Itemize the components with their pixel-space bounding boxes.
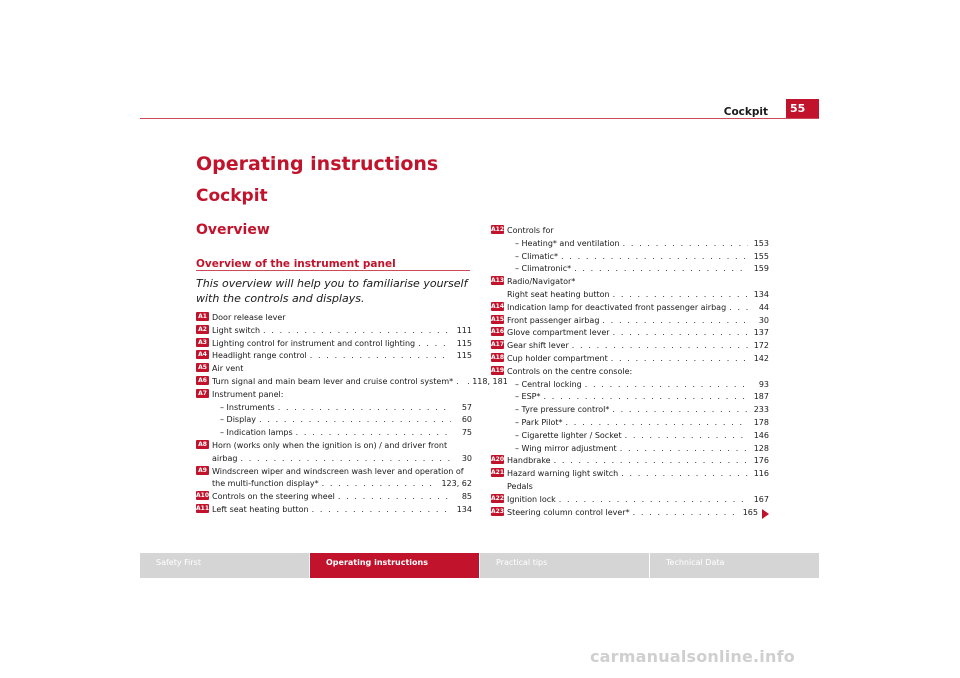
index-label: Ignition lock [507, 494, 556, 504]
dot-leader [322, 478, 439, 491]
page-reference[interactable]: 128 [753, 443, 769, 453]
index-entry [196, 376, 508, 389]
page-reference[interactable]: 85 [461, 492, 472, 502]
callout-badge: A11 [196, 504, 209, 512]
page-reference[interactable]: 178 [753, 417, 769, 427]
index-label: – ESP* [515, 392, 541, 402]
dot-leader [296, 427, 451, 440]
index-row [212, 414, 472, 427]
dot-leader [418, 338, 451, 351]
callout-badge: A21 [491, 469, 504, 477]
index-row [507, 430, 769, 443]
callout-badge: A6 [196, 376, 209, 385]
dot-leader [263, 325, 451, 338]
index-entry [491, 366, 769, 456]
index-row [507, 404, 769, 417]
index-row [507, 353, 769, 366]
dot-leader [625, 430, 748, 443]
index-label: – Cigarette lighter / Socket [515, 430, 622, 440]
index-entry [491, 507, 769, 520]
index-label: Handbrake [507, 456, 551, 466]
callout-badge: A22 [491, 494, 504, 502]
index-label: Steering column control lever* [507, 507, 630, 517]
dot-leader [612, 404, 748, 417]
watermark: carmanualsonline.info [590, 647, 795, 666]
index-entry [491, 353, 769, 366]
dot-leader [613, 289, 748, 302]
index-label: – Park Pilot* [515, 417, 563, 427]
index-row [507, 366, 769, 379]
index-entry [196, 350, 472, 363]
callout-badge: A1 [196, 312, 209, 321]
footer-tab-practical-tips[interactable]: Practical tips [480, 553, 649, 578]
index-row [507, 263, 769, 276]
page-reference[interactable]: 60 [461, 415, 472, 425]
index-row [507, 443, 769, 456]
callout-badge: A17 [491, 341, 504, 349]
index-label: – Wing mirror adjustment [515, 443, 617, 453]
index-row [507, 327, 769, 340]
index-row [507, 302, 769, 315]
index-label: Glove compartment lever [507, 328, 610, 338]
page-reference[interactable]: 134 [456, 504, 472, 514]
footer-tab-operating-instructions[interactable]: Operating instructions [310, 553, 479, 578]
index-label: Turn signal and main beam lever and cruise control system* [212, 376, 454, 386]
dot-leader [613, 327, 748, 340]
index-label: Right seat heating button [507, 289, 610, 299]
page-reference[interactable]: . 118, 181 [467, 376, 508, 386]
page-reference[interactable]: 172 [753, 341, 769, 351]
index-row [212, 440, 472, 453]
dot-leader [456, 376, 464, 389]
index-label: – Tyre pressure control* [515, 405, 610, 415]
index-row [507, 225, 769, 238]
dot-leader [544, 391, 749, 404]
callout-badge: A18 [491, 353, 504, 361]
dot-leader [620, 443, 748, 456]
callout-badge: A12 [491, 226, 504, 233]
dot-leader [312, 504, 451, 517]
index-entry [491, 225, 769, 276]
dot-leader [559, 494, 748, 507]
index-entry [196, 491, 472, 504]
index-row [212, 376, 508, 389]
index-label: Controls for [507, 226, 554, 235]
index-row [507, 391, 769, 404]
callout-badge: A7 [196, 389, 209, 398]
page-reference[interactable]: 165 [742, 507, 758, 517]
dot-leader [554, 455, 748, 468]
dot-leader [240, 453, 451, 466]
header-rule [140, 118, 819, 119]
index-label: Headlight range control [212, 351, 307, 361]
page-reference[interactable]: 123, 62 [441, 479, 472, 489]
index-entry [491, 494, 769, 507]
callout-badge: A9 [196, 466, 209, 475]
callout-badge: A13 [491, 277, 504, 285]
index-row [507, 468, 769, 481]
page-reference[interactable]: 116 [753, 469, 769, 479]
index-label: – Display [220, 415, 257, 425]
index-entry [491, 455, 769, 468]
index-label: Left seat heating button [212, 504, 309, 514]
index-row [507, 455, 769, 468]
page-reference[interactable]: 187 [753, 392, 769, 402]
index-label: Pedals [507, 481, 533, 491]
dot-leader [278, 402, 451, 415]
page-reference[interactable]: 153 [753, 238, 769, 248]
index-label: – Instruments [220, 402, 275, 412]
page-reference[interactable]: 115 [456, 351, 472, 361]
page-reference[interactable]: 233 [753, 405, 769, 415]
index-row [507, 494, 769, 507]
index-label: Hazard warning light switch [507, 469, 619, 479]
index-label: Instrument panel: [212, 389, 284, 399]
page-reference[interactable]: 146 [753, 430, 769, 440]
page-reference[interactable]: 44 [758, 302, 769, 312]
page-reference[interactable]: 159 [753, 264, 769, 274]
index-label: the multi-function display* [212, 479, 319, 489]
callout-badge: A10 [196, 492, 209, 500]
topic-rule [196, 270, 470, 271]
index-entry [196, 504, 472, 517]
page-reference[interactable]: 57 [461, 402, 472, 412]
index-row [212, 478, 472, 491]
index-row [212, 504, 472, 517]
callout-badge: A3 [196, 338, 209, 347]
index-entry [196, 389, 472, 440]
index-entry [196, 325, 472, 338]
dot-leader [621, 468, 748, 481]
index-row [212, 338, 472, 351]
index-label: – Climatic* [515, 251, 559, 261]
index-entry [491, 315, 769, 328]
right-index-list [491, 225, 769, 519]
index-entry [491, 302, 769, 315]
index-entry [196, 338, 472, 351]
footer-nav [140, 553, 819, 578]
topic-title: Overview of the instrument panel [196, 258, 396, 270]
index-row [212, 402, 472, 415]
dot-leader [259, 414, 451, 427]
index-label: – Climatronic* [515, 264, 572, 274]
index-label: airbag [212, 453, 238, 463]
index-row [507, 481, 769, 494]
index-row [507, 379, 769, 392]
index-row [507, 251, 769, 264]
chapter-title: Operating instructions [196, 153, 439, 175]
callout-badge: A2 [196, 325, 209, 334]
index-label: Radio/Navigator* [507, 277, 576, 287]
index-entry [196, 312, 472, 325]
callout-badge: A14 [491, 302, 504, 310]
index-entry [491, 276, 769, 302]
index-entry [491, 327, 769, 340]
index-row [507, 289, 769, 302]
intro-text: This overview will help you to familiarise yourself with the controls and displays. [196, 277, 468, 305]
dot-leader [633, 507, 737, 520]
page-reference[interactable]: 30 [758, 315, 769, 325]
page-reference[interactable]: 176 [753, 456, 769, 466]
page-reference[interactable]: 137 [753, 328, 769, 338]
callout-badge: A15 [491, 315, 504, 323]
dot-leader [585, 379, 748, 392]
dot-leader [623, 238, 748, 251]
index-row [507, 238, 769, 251]
index-label: Controls on the centre console: [507, 366, 633, 376]
callout-badge: A5 [196, 363, 209, 372]
index-row [212, 427, 472, 440]
index-label: – Indication lamps [220, 428, 293, 438]
index-row [212, 325, 472, 338]
dot-leader [566, 417, 749, 430]
page-number-badge: 55 [786, 99, 819, 119]
page-reference[interactable]: 75 [461, 428, 472, 438]
index-label: Door release lever [212, 313, 286, 322]
dot-leader [574, 263, 748, 276]
index-row [212, 312, 472, 325]
index-label: Windscreen wiper and windscreen wash lever and operation of [212, 466, 464, 476]
index-label: Controls on the steering wheel [212, 492, 335, 502]
page-reference[interactable]: 134 [753, 289, 769, 299]
dot-leader [572, 340, 748, 353]
index-label: Lighting control for instrument and control lighting [212, 338, 416, 348]
callout-badge: A20 [491, 456, 504, 464]
section-title: Cockpit [196, 186, 268, 206]
footer-tab-safety-first[interactable]: Safety First [140, 553, 309, 578]
index-entry [196, 363, 472, 376]
index-row [507, 340, 769, 353]
index-label: Light switch [212, 325, 261, 335]
callout-badge: A8 [196, 440, 209, 449]
callout-badge: A4 [196, 350, 209, 359]
subsection-title: Overview [196, 222, 270, 238]
page-reference[interactable]: 142 [753, 353, 769, 363]
running-header-section: Cockpit [723, 106, 768, 118]
index-row [507, 507, 769, 520]
index-entry [491, 468, 769, 494]
footer-tab-technical-data[interactable]: Technical Data [650, 553, 819, 578]
index-row [507, 417, 769, 430]
page-reference[interactable]: 115 [456, 338, 472, 348]
index-row [212, 491, 472, 504]
dot-leader [561, 251, 748, 264]
index-row [212, 350, 472, 363]
continue-arrow-icon [762, 509, 769, 519]
index-row [212, 453, 472, 466]
index-label: Air vent [212, 364, 244, 374]
callout-badge: A16 [491, 328, 504, 336]
index-label: Cup holder compartment [507, 353, 608, 363]
index-row [212, 363, 472, 376]
index-label: – Heating* and ventilation [515, 238, 620, 248]
dot-leader [729, 302, 748, 315]
page-reference[interactable]: 167 [753, 494, 769, 504]
dot-leader [611, 353, 748, 366]
index-label: Gear shift lever [507, 341, 569, 351]
dot-leader [602, 315, 748, 328]
index-row [507, 276, 769, 289]
callout-badge: A23 [491, 507, 504, 515]
index-label: Front passenger airbag [507, 315, 600, 325]
index-label: Indication lamp for deactivated front passenger airbag [507, 302, 727, 312]
page-reference[interactable]: 30 [461, 453, 472, 463]
dot-leader [310, 350, 451, 363]
page-reference[interactable]: 93 [758, 379, 769, 389]
callout-badge: A19 [491, 366, 504, 374]
index-entry [491, 340, 769, 353]
index-label: Horn (works only when the ignition is on) / and driver front [212, 440, 448, 450]
index-label: – Central locking [515, 379, 582, 389]
index-entry [196, 440, 472, 466]
page-reference[interactable]: 155 [753, 251, 769, 261]
page-reference[interactable]: 111 [456, 325, 472, 335]
index-row [212, 389, 472, 402]
index-row [212, 466, 472, 479]
index-entry [196, 466, 472, 492]
index-row [507, 315, 769, 328]
dot-leader [338, 491, 451, 504]
